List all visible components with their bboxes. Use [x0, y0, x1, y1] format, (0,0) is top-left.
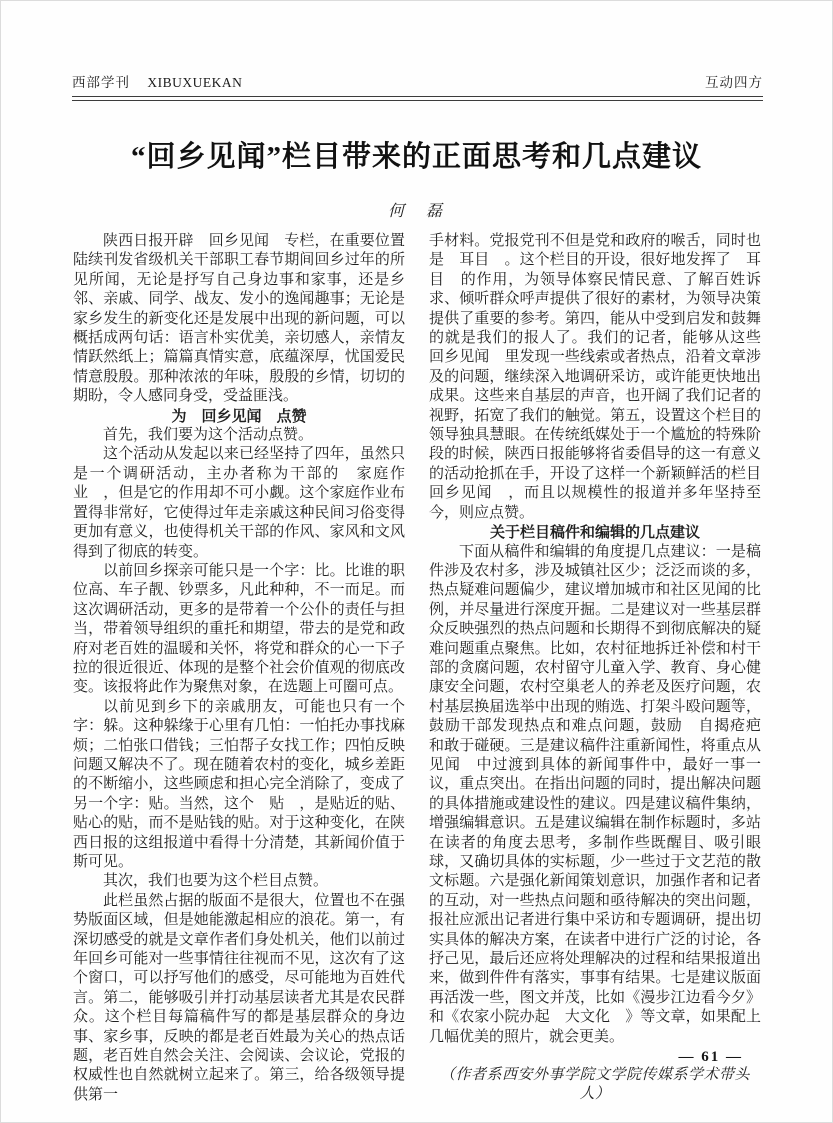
paragraph: 下面从稿件和编辑的角度提几点建议：一是稿件涉及农村多，涉及城镇社区少；泛泛而谈的多，热点疑难问题偏少，建议增加城市和社区见闻的比例，并尽量进行深度开掘。二是建议对一些基层群众反映强烈的热点问题和长期得不到彻底解决的疑难问题重点聚焦。比如，农村征地拆迁补偿和村干部的贪腐问题，农村留守儿童入学、教育、身心健康安全问题，农村空巢老人的养老及医疗问题，农村基层换届选举中出现的贿选、打架斗殴问题等，鼓励干部发现热点和难点问题，鼓励 自揭疮疤 和敢于碰硬。三是建议稿件注重新闻性，将重点从 见闻 中过渡到具体的新闻事件中，最好一事一议，重点突出。在指出问题的同时，提出解决问题的具体措施或建设性的建议。四是建议稿件集纳，增强编辑意识。五是建议编辑在制作标题时，多站在读者的角度去思考，多制作些既醒目、吸引眼球，又确切具体的实标题，少一些过于文艺范的散文标题。六是强化新闻策划意识，加强作者和记者的互动，对一些热点问题和亟待解决的突出问题，报社应派出记者进行集中采访和专题调研，提出切实具体的解决方案，在读者中进行广泛的讨论，各抒己见，最后还应将处理解决的过程和结果报道出来，做到件件有落实，事事有结果。七是建议版面再活泼一些，图文并茂，比如《漫步江边看今夕》和《农家小院办起 大文化 》等文章，如果配上几幅优美的照片，就会更美。 [429, 543, 777, 1045]
journal-name: 西部学刊 [72, 75, 130, 90]
paragraph: 其次，我们也要为这个栏目点赞。 [103, 873, 329, 890]
paragraph: 陕西日报开辟 回乡见闻 专栏，在重要位置陆续刊发省级机关干部职工春节期间回乡过年的所见所闻，无论是抒写自己身边事和家事，还是乡邻、亲戚、同学、战友、发小的逸闻趣事；无论是家乡发生的新变化还是发展中出现的新问题，可以概括成两句话：语言朴实优美，亲切感人，亲情友情跃然纸上；篇篇真情实意，底蕴深厚，忧国爱民情意殷殷。那种浓浓的年味，殷殷的乡情，切切的期盼，令人感同身受，受益匪浅。 [73, 233, 405, 405]
article-author: 何 磊 [387, 203, 445, 220]
paragraph: 以前见到乡下的亲戚朋友，可能也只有一个字：躲。这种躲缘于心里有几怕：一怕托办事找麻烦；二怕张口借钱；三怕帮子女找工作；四怕反映问题又解决不了。现在随着农村的变化，城乡差距的不断缩小，这些顾虑和担心完全消除了，变成了另一个字：贴。当然，这个 贴 ，是贴近的贴、贴心的贴，而不是贴钱的贴。对于这种变化，在陕西日报的这组报道中看得十分清楚，其新闻价值于斯可见。 [73, 698, 405, 870]
header-rule [72, 96, 763, 101]
header-row [72, 71, 763, 96]
left-column [73, 232, 405, 1105]
article-body [73, 232, 777, 1105]
paragraph: 手材料。党报党刊不但是党和政府的喉舌，同时也是 耳目 。这个栏目的开设，很好地发挥了 耳目 的作用，为领导体察民情民意、了解百姓诉求、倾听群众呼声提供了很好的素材，为领导决策提供了重要的参考。第四，能从中受到启发和鼓舞的就是我们的报人了。我们的记者，能够从这些 回乡见闻 里发现一些线索或者热点，沿着文章涉及的问题，继续深入地调研采访，或许能更快地出成果。这些来自基层的声音，也开阔了我们记者的视野，拓宽了我们的触觉。第五，设置这个栏目的领导独具慧眼。在传统纸媒处于一个尴尬的特殊阶段的时候，陕西日报能够将省委倡导的这一有意义的活动抢抓在手，开设了这样一个新颖鲜活的栏目 回乡见闻 ，而且以规模性的报道并多年坚持至今，则应点赞。 [429, 233, 777, 521]
article-title: “回乡见闻”栏目带来的正面思考和几点建议 [130, 141, 702, 173]
page-footer [679, 1049, 744, 1066]
header-left [72, 71, 242, 91]
page-number: — 61 — [678, 1049, 743, 1065]
paragraph: 以前回乡探亲可能只是一个字：比。比谁的职位高、车子靓、钞票多，凡此种种，不一而足。而这次调研活动，更多的是带着一个公仆的责任与担当，带着领导组织的重托和期望，带去的是党和政府对老百姓的温暖和关怀，将党和群众的心一下子拉的很近很近、体现的是整个社会价值观的彻底改变。该报将此作为聚焦对象，在选题上可圈可点。 [73, 562, 405, 696]
paragraph: 这个活动从发起以来已经坚持了四年，虽然只是一个调研活动，主办者称为干部的 家庭作业 ，但是它的作用却不可小觑。这个家庭作业布置得非常好，它使得过年走亲戚这种民间习俗变得更加有意义，也使得机关干部的作风、家风和文风得到了彻底的转变。 [73, 446, 405, 560]
section-heading: 关于栏目稿件和编辑的几点建议 [489, 524, 700, 542]
page-header [72, 71, 763, 101]
author-note: （作者系西安外事学院文学院传媒系学术带头人） [439, 1067, 750, 1103]
journal-pinyin: XIBUXUEKAN [147, 75, 243, 90]
section-heading: 为 回乡见闻 点赞 [171, 407, 307, 425]
right-column [429, 232, 777, 1105]
paragraph: 此栏虽然占据的版面不是很大，位置也不在强势版面区域，但是她能激起相应的浪花。第一，有深切感受的就是文章作者们身处机关，他们以前过年回乡可能对一些事情往往视而不见，这次有了这个窗口，可以抒写他们的感受，尽可能地为百姓代言。第二，能够吸引并打动基层读者尤其是农民群众。这个栏目每篇稿件写的都是基层群众的身边事、家乡事，反映的都是老百姓最为关心的热点话题，老百姓自然会关注、会阅读、会议论，党报的权威性也自然就树立起来了。第三，给各级领导提供第一 [73, 892, 405, 1103]
paragraph: 首先，我们要为这个活动点赞。 [103, 427, 314, 444]
section-name: 互动四方 [705, 75, 763, 90]
